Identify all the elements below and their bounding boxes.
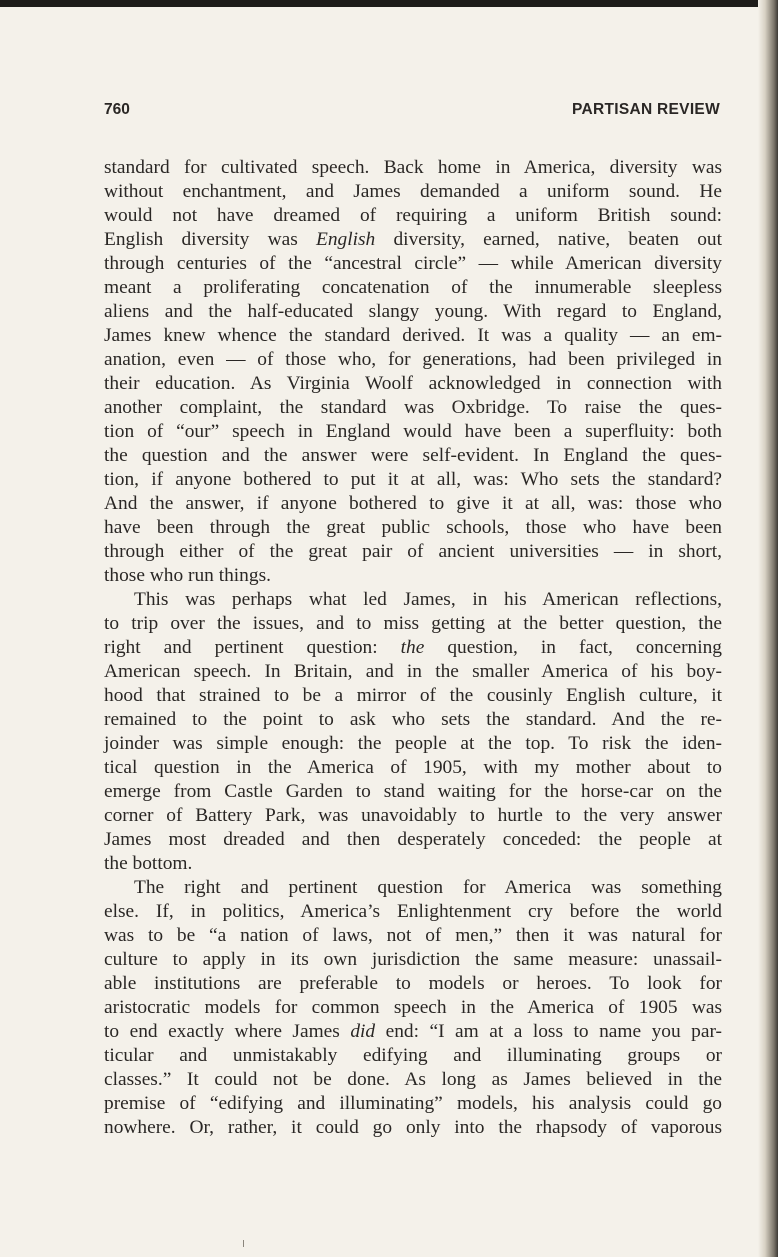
text-line: James most dreaded and then desperately conceded: the people at <box>104 829 722 850</box>
text-line: premise of “edifying and illuminating” models, his analysis could go <box>104 1093 722 1114</box>
text-line: The right and pertinent question for America was something <box>134 877 722 898</box>
text-line: those who run things. <box>104 565 271 586</box>
text-line: their education. As Virginia Woolf acknowledged in connection with <box>104 373 722 394</box>
text-line: ticular and unmistakably edifying and illuminating groups or <box>104 1045 722 1066</box>
text-line: another complaint, the standard was Oxbridge. To raise the ques- <box>104 397 722 418</box>
text-line: else. If, in politics, America’s Enlightenment cry before the world <box>104 901 722 922</box>
text-line: tion, if anyone bothered to put it at all, was: Who sets the standard? <box>104 469 722 490</box>
text-line: without enchantment, and James demanded a uniform sound. He <box>104 181 722 202</box>
text-line: have been through the great public schools, those who have been <box>104 517 722 538</box>
text-line: James knew whence the standard derived. It was a quality — an em- <box>104 325 722 346</box>
text-line: aliens and the half-educated slangy young. With regard to England, <box>104 301 722 322</box>
text-line: to end exactly where James did end: “I am at a loss to name you par- <box>104 1021 722 1042</box>
journal-title: PARTISAN REVIEW <box>571 101 720 118</box>
text-line: right and pertinent question: the question, in fact, concerning <box>104 637 722 658</box>
text-line: through centuries of the “ancestral circle” — while American diversity <box>104 253 722 274</box>
text-line: to trip over the issues, and to miss getting at the better question, the <box>104 613 722 634</box>
text-line: American speech. In Britain, and in the smaller America of his boy- <box>104 661 722 682</box>
text-line: aristocratic models for common speech in the America of 1905 was <box>104 997 722 1018</box>
page-mark <box>243 1240 244 1247</box>
text-line: hood that strained to be a mirror of the cousinly English culture, it <box>104 685 722 706</box>
text-line: remained to the point to ask who sets the standard. And the re- <box>104 709 722 730</box>
text-line: And the answer, if anyone bothered to give it at all, was: those who <box>104 493 722 514</box>
emphasis: English <box>315 229 376 250</box>
text-line: able institutions are preferable to models or heroes. To look for <box>104 973 722 994</box>
text-line: standard for cultivated speech. Back home in America, diversity was <box>104 157 722 178</box>
page-number: 760 <box>104 101 130 118</box>
text-line: through either of the great pair of ancient universities — in short, <box>104 541 722 562</box>
text-line: classes.” It could not be done. As long as James believed in the <box>104 1069 722 1090</box>
page-gutter-shadow <box>758 0 778 1257</box>
body-text <box>104 156 722 1140</box>
text-line: culture to apply in its own jurisdiction the same measure: unassail- <box>104 949 722 970</box>
text-line: tical question in the America of 1905, with my mother about to <box>104 757 722 778</box>
text-line: meant a proliferating concatenation of the innumerable sleepless <box>104 277 722 298</box>
text-line: tion of “our” speech in England would have been a superfluity: both <box>104 421 722 442</box>
text-line: would not have dreamed of requiring a uniform British sound: <box>104 205 722 226</box>
text-line: was to be “a nation of laws, not of men,” then it was natural for <box>104 925 722 946</box>
text-line: emerge from Castle Garden to stand waiting for the horse-car on the <box>104 781 722 802</box>
text-line: This was perhaps what led James, in his American reflections, <box>134 589 722 610</box>
running-header <box>104 101 720 123</box>
text-line: the question and the answer were self-evident. In England the ques- <box>104 445 722 466</box>
text-line: nowhere. Or, rather, it could go only into the rhapsody of vaporous <box>104 1117 722 1138</box>
emphasis: the <box>400 637 425 658</box>
text-line: corner of Battery Park, was unavoidably to hurtle to the very answer <box>104 805 722 826</box>
text-line: the bottom. <box>104 853 193 874</box>
text-line: joinder was simple enough: the people at the top. To risk the iden- <box>104 733 722 754</box>
text-line: anation, even — of those who, for generations, had been privileged in <box>104 349 722 370</box>
emphasis: did <box>350 1021 376 1042</box>
page-top-edge <box>0 0 778 7</box>
text-line: English diversity was English diversity, earned, native, beaten out <box>104 229 722 250</box>
